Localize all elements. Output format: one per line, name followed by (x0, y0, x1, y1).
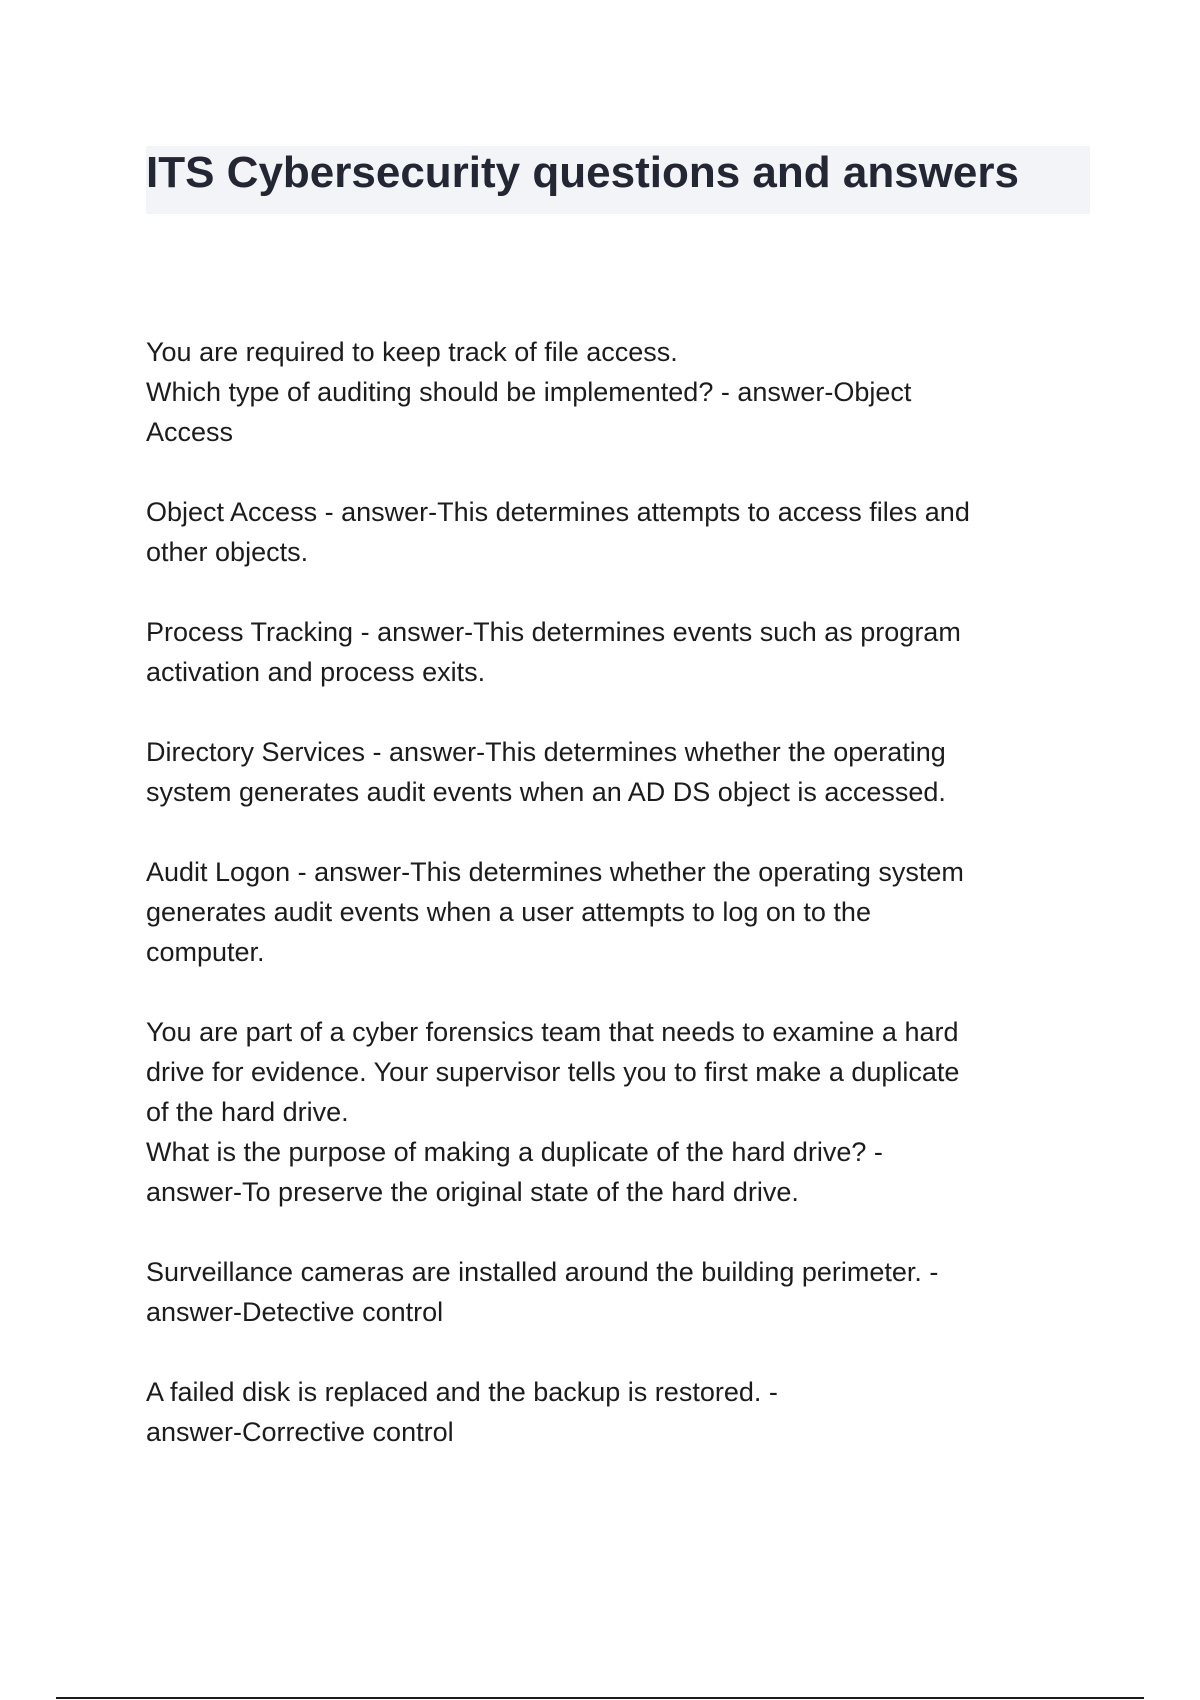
qa-line: system generates audit events when an AD DS object is accessed. (146, 777, 946, 807)
qa-line: answer-Corrective control (146, 1417, 454, 1447)
qa-item (146, 1012, 1086, 1212)
qa-line: Audit Logon - answer-This determines whether the operating system (146, 857, 964, 887)
qa-line: generates audit events when a user attempts to log on to the (146, 897, 871, 927)
qa-line: answer-To preserve the original state of the hard drive. (146, 1177, 799, 1207)
qa-line: Process Tracking - answer-This determines events such as program (146, 617, 961, 647)
qa-line: You are required to keep track of file access. (146, 337, 678, 367)
qa-line: Surveillance cameras are installed around the building perimeter. - (146, 1257, 939, 1287)
qa-line: What is the purpose of making a duplicate of the hard drive? - (146, 1137, 883, 1167)
qa-line: Which type of auditing should be implemented? - answer-Object (146, 377, 912, 407)
qa-line: Directory Services - answer-This determines whether the operating (146, 737, 946, 767)
qa-list (146, 332, 1086, 1492)
page-title: ITS Cybersecurity questions and answers (146, 148, 1019, 197)
qa-item (146, 1252, 1086, 1332)
qa-line: drive for evidence. Your supervisor tells you to first make a duplicate (146, 1057, 960, 1087)
qa-line: of the hard drive. (146, 1097, 349, 1127)
qa-line: Object Access - answer-This determines attempts to access files and (146, 497, 970, 527)
qa-item (146, 492, 1086, 572)
qa-item (146, 612, 1086, 692)
qa-line: computer. (146, 937, 265, 967)
footer-divider (56, 1697, 1144, 1699)
qa-item (146, 332, 1086, 452)
qa-line: answer-Detective control (146, 1297, 444, 1327)
qa-line: A failed disk is replaced and the backup is restored. - (146, 1377, 778, 1407)
qa-item (146, 732, 1086, 812)
qa-line: You are part of a cyber forensics team that needs to examine a hard (146, 1017, 959, 1047)
qa-item (146, 852, 1086, 972)
qa-item (146, 1372, 1086, 1452)
qa-line: activation and process exits. (146, 657, 486, 687)
qa-line: other objects. (146, 537, 309, 567)
qa-line: Access (146, 417, 234, 447)
